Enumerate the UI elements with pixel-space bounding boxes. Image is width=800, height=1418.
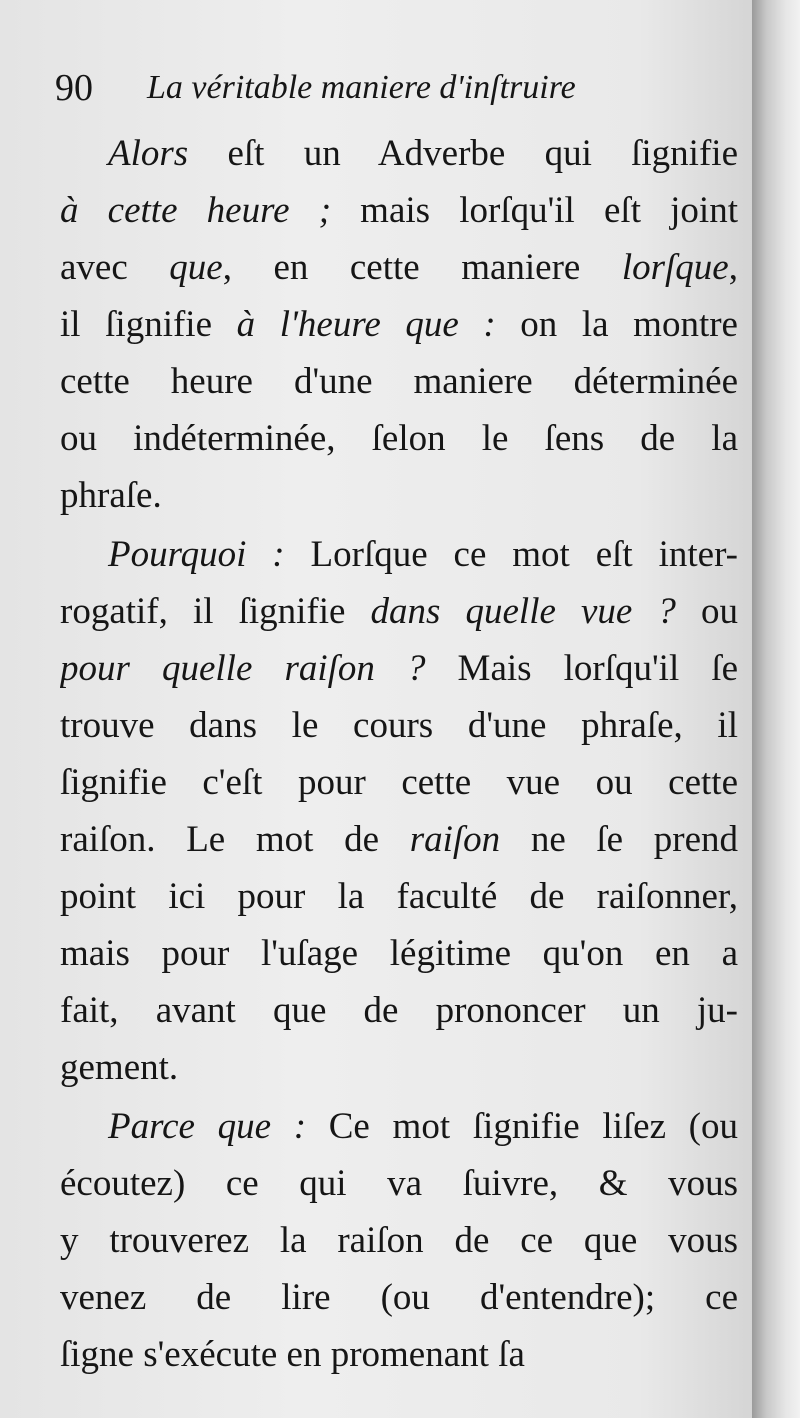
text-line <box>60 982 738 1039</box>
text-line <box>60 182 738 239</box>
italic-run: Parce que : <box>108 1106 307 1147</box>
text-run: venez de lire (ou d'entendre); ce <box>60 1277 738 1318</box>
text-run: on la montre <box>495 304 738 345</box>
italic-run: à cette heure ; <box>60 190 332 231</box>
paragraph <box>60 1098 738 1383</box>
text-run: trouve dans le cours d'une phraſe, il <box>60 705 738 746</box>
text-run: phraſe. <box>60 475 162 516</box>
italic-run: que <box>169 247 223 288</box>
text-line <box>60 583 738 640</box>
page-header <box>55 64 695 112</box>
text-line <box>60 296 738 353</box>
text-run: Ce mot ſignifie liſez (ou <box>306 1106 738 1147</box>
text-line <box>60 467 738 524</box>
text-run: cette heure d'une maniere déterminée <box>60 361 738 402</box>
text-run: Mais lorſqu'il ſe <box>425 648 738 689</box>
italic-run: Pourquoi : <box>108 534 285 575</box>
paragraph <box>60 125 738 524</box>
text-run: raiſon. Le mot de <box>60 819 410 860</box>
text-line <box>60 1155 738 1212</box>
text-line <box>60 1212 738 1269</box>
page-body-text <box>60 125 738 1385</box>
text-run: il ſignifie <box>60 304 237 345</box>
text-run: y trouverez la raiſon de ce que vous <box>60 1220 738 1261</box>
text-line <box>60 640 738 697</box>
text-run: ne ſe prend <box>500 819 738 860</box>
text-line <box>60 1098 738 1155</box>
text-line <box>60 754 738 811</box>
text-line <box>60 1039 738 1096</box>
text-line <box>60 697 738 754</box>
text-line <box>60 410 738 467</box>
italic-run: dans quelle vue ? <box>370 591 676 632</box>
text-run: , <box>728 247 738 288</box>
italic-run: lorſque <box>621 247 729 288</box>
text-run: , en cette maniere <box>222 247 622 288</box>
text-run: ſignifie c'eſt pour cette vue ou cette <box>60 762 738 803</box>
book-gutter <box>752 0 800 1418</box>
text-run: mais pour l'uſage légitime qu'on en a <box>60 933 738 974</box>
text-line <box>60 125 738 182</box>
text-line <box>60 868 738 925</box>
text-run: fait, avant que de prononcer un ju- <box>60 990 738 1031</box>
text-run: ſigne s'exécute en promenant ſa <box>60 1334 525 1375</box>
text-run: rogatif, il ſignifie <box>60 591 371 632</box>
text-line <box>60 353 738 410</box>
text-line <box>60 811 738 868</box>
italic-run: pour quelle raiſon ? <box>60 648 426 689</box>
text-run: mais lorſqu'il eſt joint <box>331 190 738 231</box>
running-title: La véritable maniere d'inſtruire <box>147 69 576 106</box>
text-line <box>60 526 738 583</box>
text-run: ou <box>675 591 738 632</box>
text-line <box>60 925 738 982</box>
italic-run: à l'heure que : <box>236 304 496 345</box>
text-run: Lorſque ce mot eſt inter- <box>284 534 738 575</box>
text-run: gement. <box>60 1047 179 1088</box>
text-run: point ici pour la faculté de raiſonner, <box>60 876 738 917</box>
page-number: 90 <box>55 67 93 109</box>
text-line <box>60 239 738 296</box>
italic-run: Alors <box>108 133 189 174</box>
text-run: avec <box>60 247 170 288</box>
text-run: ou indéterminée, ſelon le ſens de la <box>60 418 738 459</box>
text-line <box>60 1269 738 1326</box>
italic-run: raiſon <box>409 819 501 860</box>
text-line <box>60 1326 738 1383</box>
paragraph <box>60 526 738 1096</box>
text-run: écoutez) ce qui va ſuivre, & vous <box>60 1163 738 1204</box>
text-run: eſt un Adverbe qui ſignifie <box>188 133 738 174</box>
